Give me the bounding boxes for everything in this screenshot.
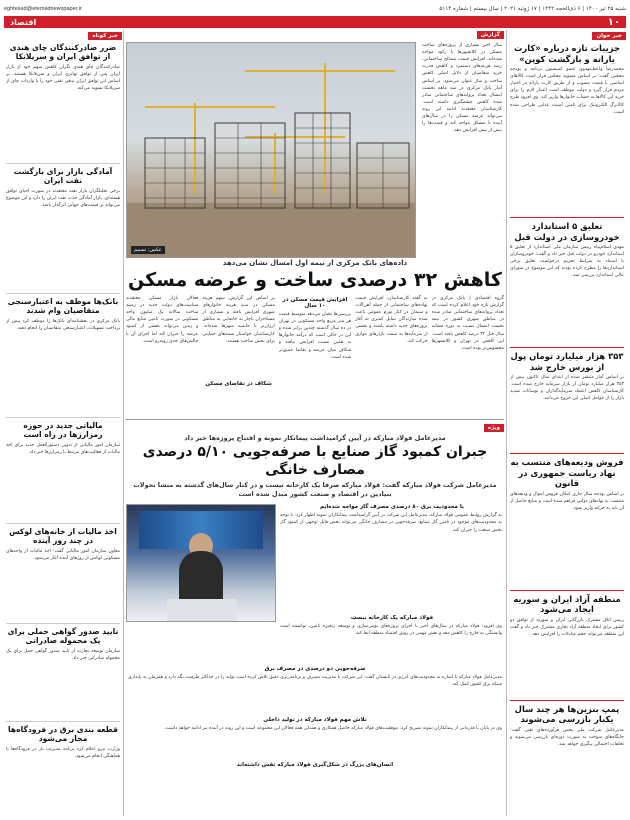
left-column <box>4 30 122 816</box>
news-headline[interactable]: تایید صدور گواهی حملی برای یک محموله صادراتی <box>7 626 119 646</box>
construction-photo[interactable] <box>126 42 416 258</box>
section-name: اقتصاد <box>10 17 37 27</box>
masthead-top <box>4 2 626 16</box>
news-body: صادرکنندگان چای هندی نگران کاهش سهم خود از بازار ایران پس از توافق تهاتری ایران و سریلانکا هستند. بر اساس این توافق ایران بدهی نفتی خود را با واردات چای از سریلانکا تسویه می‌کند. <box>6 64 120 92</box>
article2-paragraph: مدیرعامل فولاد مبارکه با اشاره به محدودیت‌های انرژی در تابستان گفت: این شرکت با مدیریت مصرف و برنامه‌ریزی دقیق تلاش کرده است تولید را در حداکثر ظرفیت نگه دارد و همزمان به پایداری شبکه برق کشور کمک کند. <box>128 675 502 688</box>
divider <box>6 721 120 722</box>
photo-caption: عکس: تسنیم <box>131 246 165 254</box>
article-column-group <box>279 295 351 415</box>
news-headline[interactable]: ۳۵۳ هزار میلیارد تومان پول از بورس خارج شد <box>510 351 624 372</box>
divider <box>510 700 624 701</box>
news-item[interactable] <box>4 43 122 160</box>
news-item[interactable] <box>4 421 122 520</box>
article-column: گروه اقتصادی | بانک مرکزی در گزارش تازه خود اعلام کرده است که تعداد پروانه‌های ساختمانی صادر شده در مناطق شهری کشور در نیمه نخست امسال نسبت به دوره مشابه سال قبل ۳۲ درصد کاهش یافته است. این کاهش در تهران و کلانشهرها محسوس‌تر بوده است. <box>431 296 504 351</box>
news-headline[interactable]: فروش ودیعه‌های منتسب به نهاد ریاست جمهوری در قانون <box>510 457 624 488</box>
divider <box>6 417 120 418</box>
news-headline[interactable]: تعلیق ۵ استاندارد خودروسازی در دولت قبل <box>514 221 620 242</box>
news-body: بر اساس آمار منتشر شده از ابتدای سال تاکنون بیش از ۳۵۳ هزار میلیارد تومان از بازار سرمایه خارج شده است. کارشناسان کاهش اعتماد سرمایه‌گذاران و نوسانات شدید بازار را از عوامل اصلی این خروج می‌دانند. <box>510 375 624 402</box>
divider <box>510 217 624 218</box>
lead-body: سال اخیر بسیاری از پروژه‌های ساخت مسکن در کلانشهرها با رکود مواجه شده‌اند. افزایش قیمت مصالح ساختمانی، رشد هزینه‌های دستمزد و کاهش قدرت خرید متقاضیان از دلایل اصلی کاهش ساخت و ساز عنوان می‌شود. بر اساس آمار بانک مرکزی در سه ماهه نخست امسال تعداد پروانه‌های ساختمانی صادر شده کاهش چشمگیری داشته است. کارشناسان معتقدند ادامه این روند می‌تواند عرضه مسکن را در سال‌های آینده با مشکل مواجه کند و قیمت‌ها را بیش از پیش افزایش دهد. <box>422 43 502 134</box>
news-headline[interactable]: جزییات تازه درباره «کارت یارانه و بازگشت کوپن» <box>513 43 620 64</box>
column-tag: خبر کوتاه <box>88 32 122 40</box>
section-bar <box>4 16 626 28</box>
article2-subhead: فولاد مبارکه یک کارخانه نیست <box>350 615 434 622</box>
column-tag: خبر خوان <box>592 32 626 40</box>
article2-paragraph: وی افزود: فولاد مبارکه در سال‌های اخیر با اجرای پروژه‌های بومی‌سازی و توسعه زنجیره تامین، توانسته است وابستگی به خارج را کاهش دهد و نقش مهمی در رونق اقتصاد منطقه ایفا کند. <box>280 624 502 637</box>
article2-paragraph: وی در پایان با قدردانی از پیمانکاران نمونه تصریح کرد: موفقیت‌های فولاد مبارکه حاصل همکاری و همدلی همه فعالان این مجموعه است و این روند در آینده نیز ادامه خواهد داشت. <box>164 726 502 732</box>
divider <box>6 623 120 624</box>
news-body: بانک مرکزی در بخشنامه‌ای بانک‌ها را موظف کرد پیش از پرداخت تسهیلات، اعتبارسنجی متقاضیان را انجام دهند. <box>6 318 120 332</box>
news-headline[interactable]: مالیاتی جدید در حوزه رمزارزها در راه است <box>23 420 103 440</box>
news-headline[interactable]: اخذ مالیات از خانه‌های لوکس در چند روز آینده <box>9 526 117 546</box>
article2-subhead: تلاش مهم فولاد مبارکه در تولید داخلی <box>263 717 367 724</box>
email-address[interactable]: eghtesad@etemadnewspaper.ir <box>4 6 82 12</box>
news-headline[interactable]: آمادگی بازار برای بازگشت نفت ایران <box>13 166 113 186</box>
news-body: معاون سازمان امور مالیاتی گفت: اخذ مالیات از واحدهای مسکونی لوکس از روزهای آینده آغاز می‌شود. <box>6 548 120 561</box>
news-item[interactable] <box>508 594 626 697</box>
news-item[interactable] <box>4 297 122 414</box>
news-body: مهدی اسلام‌پناه رییس سازمان ملی استاندارد از تعلیق ۵ استاندارد خودرو در دولت قبل خبر داد و گفت: خودروسازان با استناد به شرایط تحریم درخواست تعلیق برخی استانداردها را مطرح کرده بودند که این موضوع در شورای عالی استاندارد بررسی شد. <box>510 245 624 279</box>
article2-subtitle: مدیرعامل شرکت فولاد مبارکه گفت: فولاد مبارکه صرفا یک کارخانه نیست و در کنار سال‌های گذشته به منشا تحولات بنیادین در اقتصاد و صنعت کشور مبدل شده است <box>133 481 497 498</box>
article-column: بر اساس این گزارش، سهم هزینه مسکن در سبد هزینه خانوارهای شهری افزایش یافته و بسیاری از مستاجران ناچار به جابجایی به مناطق ارزان‌تر یا حاشیه شهرها شده‌اند. کارشناسان خواستار بسته‌های حمایتی برای بخش ساخت هستند. <box>202 296 275 344</box>
special-tag: ویژه <box>484 424 504 432</box>
article-kicker: داده‌های بانک مرکزی از نیمه اول امسال نشان می‌دهد <box>222 259 408 267</box>
news-headline[interactable]: ضرر صادرکنندگان چای هندی از توافق ایران و سریلانکا <box>9 43 117 62</box>
news-item[interactable] <box>508 351 626 450</box>
divider <box>6 163 120 164</box>
issue-line: شنبه ۲۵ تیر ۱۴۰۰ | ۶ ذی‌الحجه ۱۴۴۲ | ۱۷ ژوئیه ۲۰۲۱ | سال بیستم | شماره ۵۱۱۴ <box>439 6 626 12</box>
article-subhead: افزایش قیمت مسکن در ۱۰ سال <box>282 297 348 309</box>
news-body: سازمان امور مالیاتی از تدوین دستورالعمل جدید برای اخذ مالیات از فعالیت‌های مرتبط با رمزارزها خبر داد. <box>6 442 120 455</box>
news-body: سازمان توسعه تجارت از تایید صدور گواهی حمل برای یک محموله صادراتی خبر داد. <box>6 648 120 661</box>
article-subhead: شکاف در تقاضای مسکن <box>205 381 272 387</box>
article2-title[interactable]: جبران کمبود گاز صنایع با صرفه‌جویی ۵/۱۰ درصدی مصارف خانگی <box>142 444 488 478</box>
main-tag-row <box>126 30 504 40</box>
divider <box>126 419 504 420</box>
news-item[interactable] <box>4 167 122 290</box>
article-column: فعالان بازار مسکن معتقدند سیاست‌های دولت جدید در زمینه ساخت سالانه یک میلیون واحد مسکونی در صورت تامین منابع مالی و زمین می‌تواند بخشی از کمبود عرضه را جبران کند اما اجرای آن با چالش‌های جدی روبه‌رو است. <box>126 296 199 344</box>
article2-paragraph: به گزارش روابط عمومی فولاد مبارکه، مدیرعامل این شرکت در آیین گرامیداشت پیمانکاران نمونه اظهار کرد: با توجه به محدودیت‌های موجود در تامین گاز صنایع، صرفه‌جویی در مصارف خانگی می‌تواند بخش قابل توجهی از کمبود گاز بخش صنعت را جبران کند. <box>280 513 502 533</box>
article-column: به گفته کارشناسان، افزایش قیمت نهاده‌های ساختمانی از جمله آهن‌آلات و سیمان در کنار تورم عمومی باعث شده سازندگان تمایل کمتری به آغاز پروژه‌های جدید داشته باشند و بخشی از سرمایه‌ها به سمت بازارهای موازی حرکت کند. <box>355 296 428 344</box>
article2-subhead: انسان‌های بزرگ در شکل‌گیری فولاد مبارکه نقش داشته‌اند <box>236 762 394 769</box>
podium <box>167 599 237 621</box>
news-item[interactable] <box>4 527 122 620</box>
news-body: بر اساس بودجه سال جاری امکان فروش اموال و ودیعه‌های منتسب به نهادهای دولتی فراهم شده است و منابع حاصل از آن باید به خزانه واریز شود. <box>510 491 624 511</box>
construction-illustration <box>126 43 415 258</box>
divider <box>6 523 120 524</box>
news-headline[interactable]: پمپ بنزین‌ها هر چند سال یکبار بازرسی می‌شوند <box>514 703 620 724</box>
divider <box>510 590 624 591</box>
news-item[interactable] <box>508 43 626 214</box>
news-item[interactable] <box>508 457 626 587</box>
article-column-group <box>202 295 274 415</box>
lead-side-text <box>420 42 504 259</box>
right-column <box>508 30 626 816</box>
news-item[interactable] <box>508 704 626 787</box>
news-item[interactable] <box>508 221 626 344</box>
article2-subhead: صرفه‌جویی دو درصدی در مصرف برق <box>264 666 366 673</box>
page-number: ۱۰ <box>607 16 620 28</box>
article-title[interactable]: کاهش ۳۲ درصدی ساخت و عرضه مسکن <box>128 269 502 291</box>
article2-body <box>126 502 504 770</box>
column-divider <box>123 30 124 816</box>
news-body: برخی تحلیلگران بازار نفت معتقدند در صورت احیای توافق هسته‌ای، بازار آمادگی جذب نفت ایران را دارد و این موضوع می‌تواند بر قیمت‌های جهانی اثرگذار باشد. <box>6 188 120 209</box>
article-column: بررسی‌ها نشان می‌دهد متوسط قیمت هر متر مربع واحد مسکونی در تهران در ده سال گذشته چندین برابر شده و این در حالی است که درآمد خانوارها به همین نسبت افزایش نیافته و شکاف میان عرضه و تقاضا عمیق‌تر شده است. <box>278 312 352 360</box>
news-item[interactable] <box>4 627 122 718</box>
article-columns <box>126 295 504 415</box>
report-tag: گزارش <box>477 31 504 39</box>
news-headline[interactable]: قطعه بندی برق در فرودگاه‌ها مجاز می‌شود <box>8 724 118 744</box>
article2-subhead: با محدودیت برق ۸۰ درصدی مصرف گاز مواجه شده‌ایم <box>320 504 464 511</box>
column-divider <box>506 30 507 816</box>
divider <box>6 293 120 294</box>
news-item[interactable] <box>4 725 122 786</box>
article2-kicker: مدیرعامل فولاد مبارکه در آیین گرامیداشت پیمانکار نمونه و افتتاح پروژه‌ها خبر داد <box>184 434 446 442</box>
divider <box>510 347 624 348</box>
news-body: مدیرعامل شرکت ملی پخش فرآورده‌های نفتی گفت: جایگاه‌های سوخت به صورت دوره‌ای بازرسی می‌شوند و تخلفات احتمالی پیگیری خواهد شد. <box>510 727 624 747</box>
news-headline[interactable]: بانک‌ها موظف به اعتبارسنجی متقاضیان وام شدند <box>7 296 119 316</box>
news-headline[interactable]: منطقه آزاد ایران و سوریه ایجاد می‌شود <box>513 593 621 614</box>
news-body: رییس اتاق مشترک بازرگانی ایران و سوریه از توافق دو کشور برای ایجاد منطقه آزاد تجاری مشترک خبر داد و گفت این منطقه می‌تواند حجم مبادلات را افزایش دهد. <box>510 617 624 637</box>
news-body: محمدرضا واعظ‌مهدوی عضو کمیسیون برنامه و بودجه مجلس گفت: بر اساس مصوبه مجلس قرار است کالاهای اساسی با قیمت مصوب و از طریق کارت یارانه در اختیار مردم قرار گیرد و دولت موظف است اعتبار لازم را برای خرید این کالاها به حساب خانوارها واریز کند. وی افزود طرح کالابرگ الکترونیک برای تامین امنیت غذایی طراحی شده است. <box>510 67 624 115</box>
speaker-photo[interactable] <box>126 504 276 622</box>
news-body: وزارت نیرو اعلام کرد برنامه مدیریت بار در فرودگاه‌ها با هماهنگی انجام می‌شود. <box>6 746 120 759</box>
main-column <box>126 30 504 816</box>
divider <box>510 453 624 454</box>
